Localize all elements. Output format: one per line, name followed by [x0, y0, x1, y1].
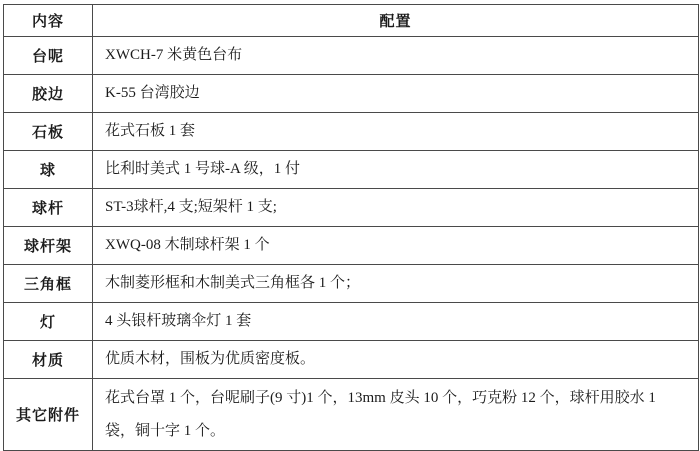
table-row: [4, 189, 699, 227]
row-value: XWQ-08 木制球杆架 1 个: [93, 227, 699, 265]
table-row: [4, 37, 699, 75]
row-value: 花式台罩 1 个，台呢刷子(9 寸)1 个，13mm 皮头 10 个，巧克粉 12 个，球杆用胶水 1 袋，铜十字 1 个。: [93, 379, 699, 451]
row-label: 台呢: [4, 37, 93, 75]
row-label: 灯: [4, 303, 93, 341]
row-value: K-55 台湾胶边: [93, 75, 699, 113]
row-label: 球杆架: [4, 227, 93, 265]
row-label: 球杆: [4, 189, 93, 227]
table-row: [4, 227, 699, 265]
row-label: 石板: [4, 113, 93, 151]
table-row: [4, 303, 699, 341]
spec-table: [3, 4, 699, 451]
header-cell-config: 配置: [93, 5, 699, 37]
row-label: 三角框: [4, 265, 93, 303]
row-value: ST-3球杆,4 支;短架杆 1 支;: [93, 189, 699, 227]
row-value: 优质木材，围板为优质密度板。: [93, 341, 699, 379]
table-row: [4, 75, 699, 113]
row-label: 胶边: [4, 75, 93, 113]
table-row: [4, 113, 699, 151]
table-row: [4, 341, 699, 379]
row-value: 比利时美式 1 号球-A 级，1 付: [93, 151, 699, 189]
table-header-row: [4, 5, 699, 37]
header-cell-content: 内容: [4, 5, 93, 37]
row-value: 木制菱形框和木制美式三角框各 1 个；: [93, 265, 699, 303]
row-label: 其它附件: [4, 379, 93, 451]
row-value: 4 头银杆玻璃伞灯 1 套: [93, 303, 699, 341]
table-row: [4, 151, 699, 189]
row-value: 花式石板 1 套: [93, 113, 699, 151]
row-label: 球: [4, 151, 93, 189]
table-row: [4, 265, 699, 303]
row-label: 材质: [4, 341, 93, 379]
table-row: [4, 379, 699, 451]
row-value: XWCH-7 米黄色台布: [93, 37, 699, 75]
